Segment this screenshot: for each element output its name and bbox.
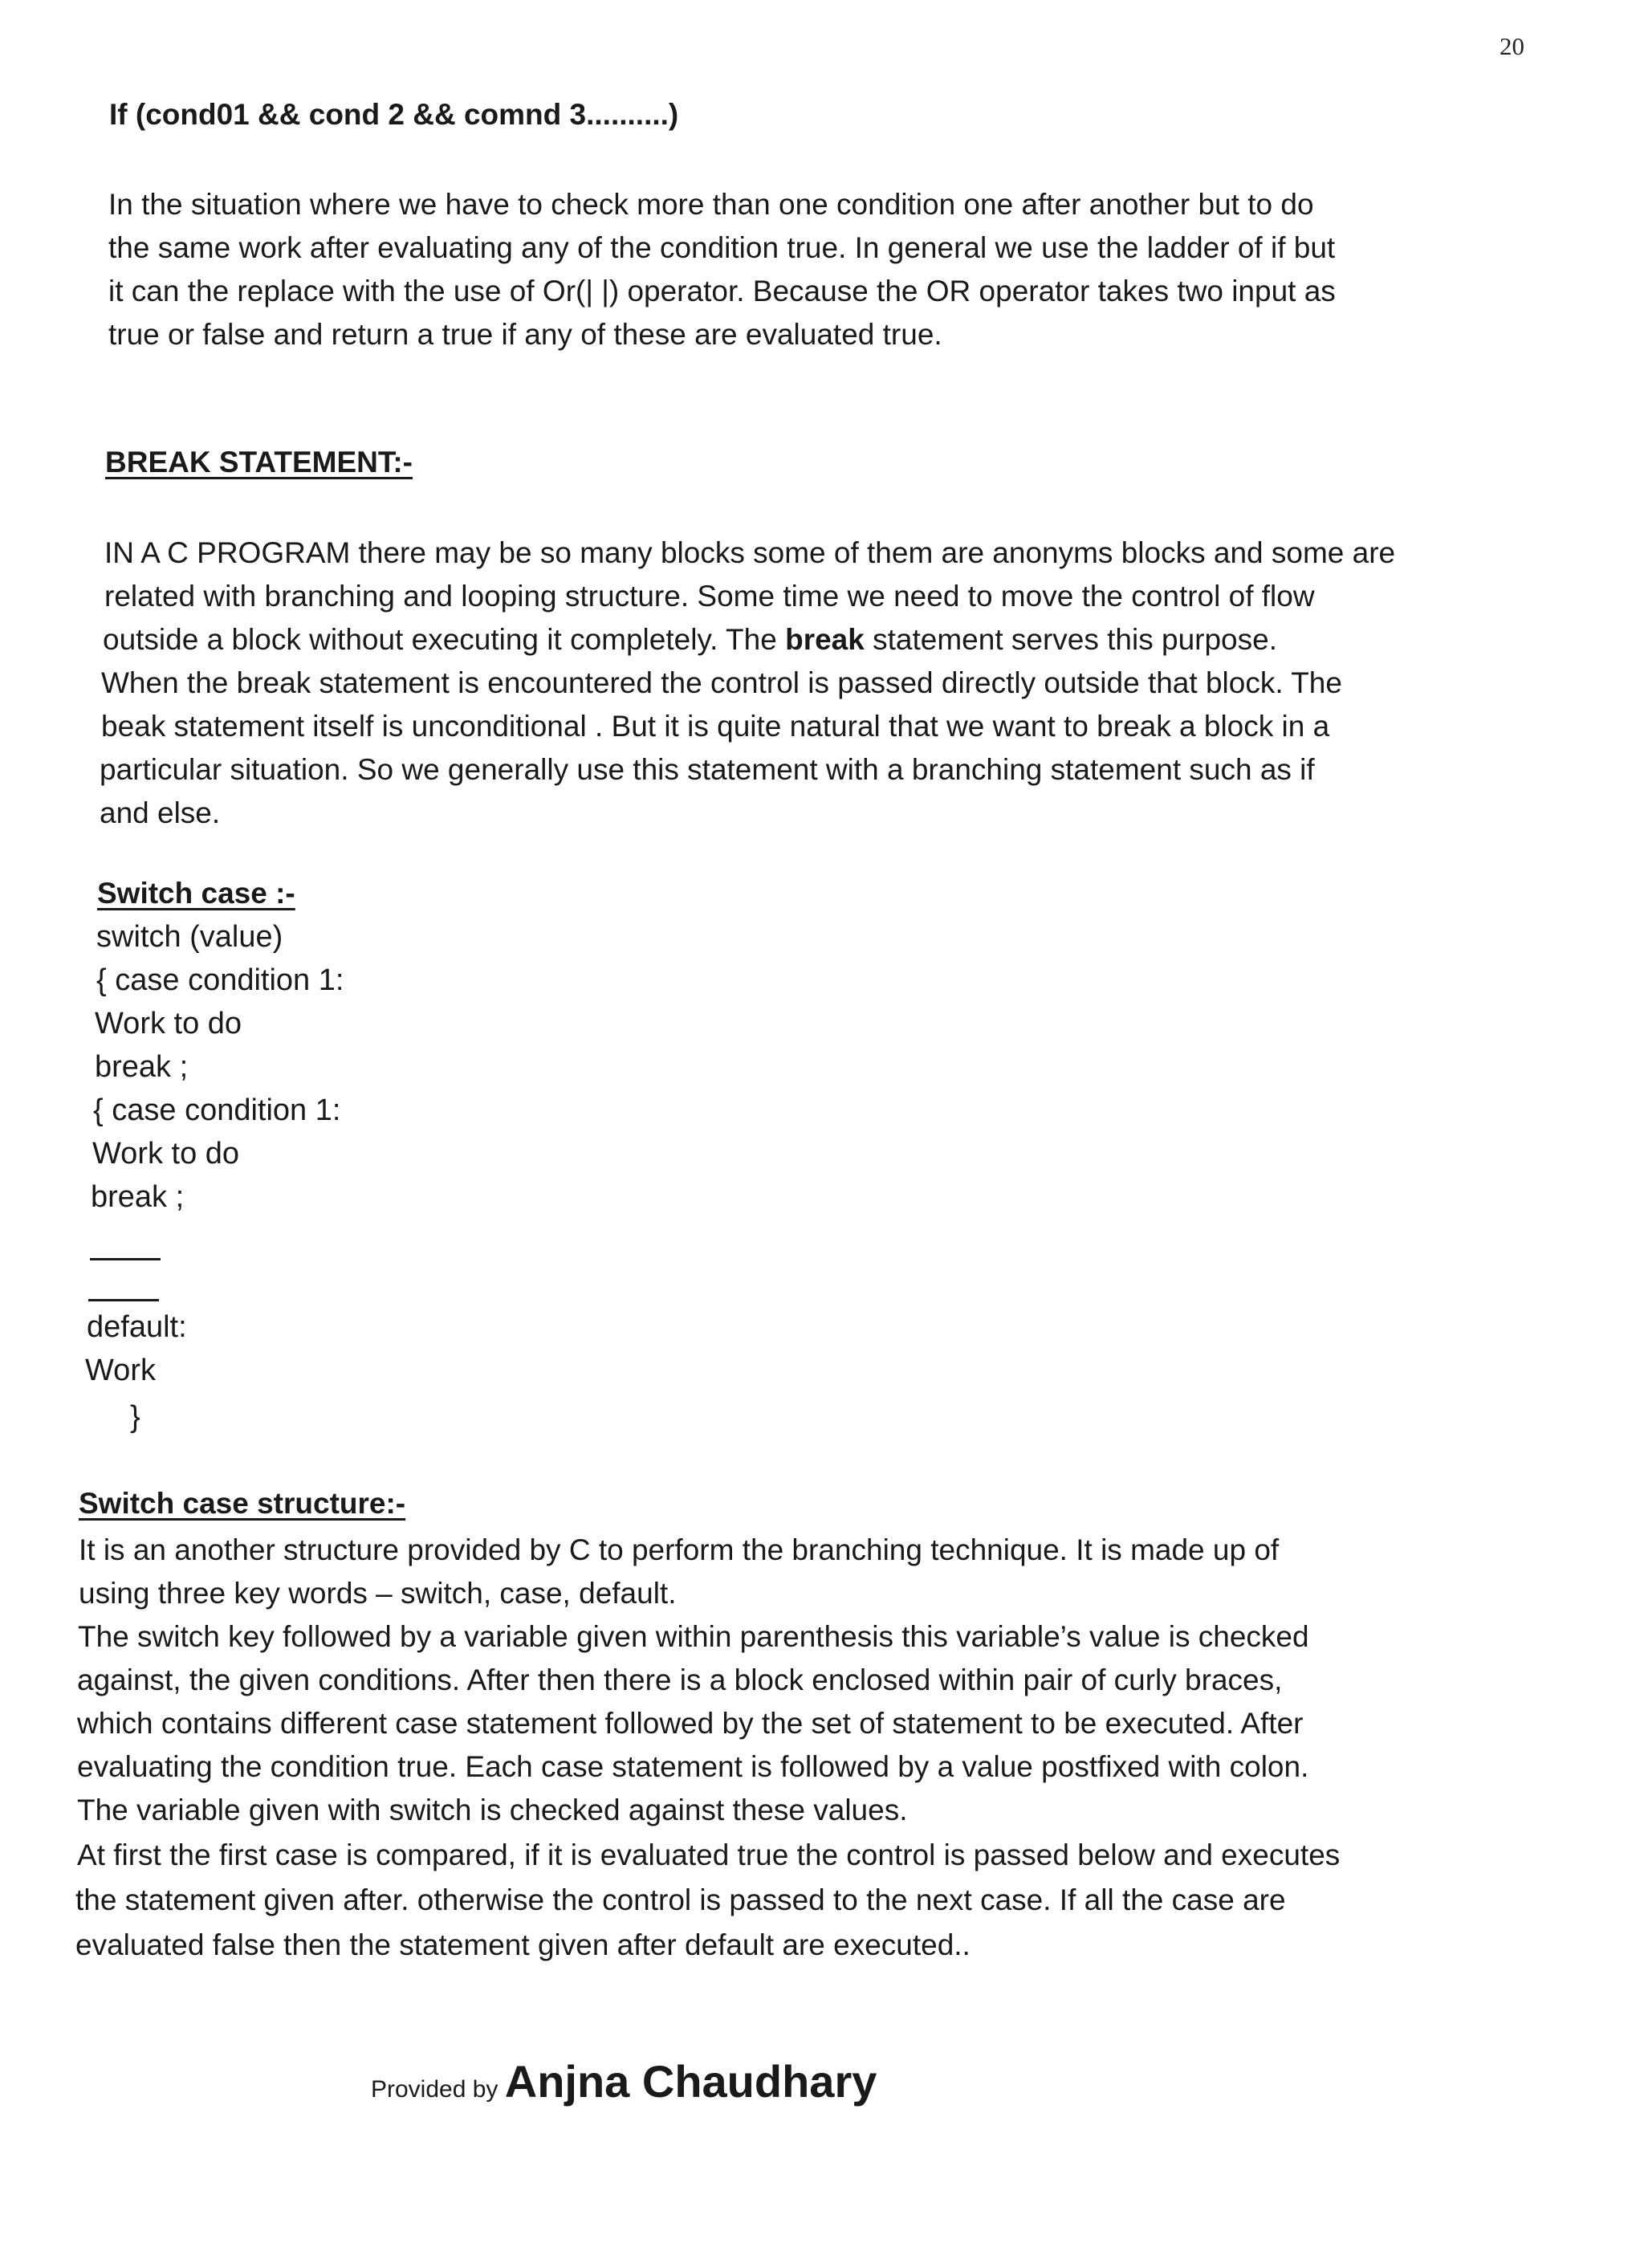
break-line: IN A C PROGRAM there may be so many blocks some of them are anonyms blocks and some are	[104, 536, 1396, 569]
code-line: break ;	[95, 1050, 189, 1084]
switch-structure-title: Switch case structure:-	[79, 1487, 406, 1520]
code-line: }	[130, 1400, 140, 1434]
code-line: break ;	[91, 1180, 185, 1214]
intro-line: it can the replace with the use of Or(| |) operator. Because the OR operator takes two input as	[108, 275, 1336, 307]
switch-case-title: Switch case :-	[97, 877, 295, 910]
structure-line: which contains different case statement followed by the set of statement to be executed. After	[77, 1707, 1304, 1740]
code-line: Work to do	[95, 1007, 242, 1040]
break-line	[103, 618, 1277, 662]
break-statement-title: BREAK STATEMENT:-	[105, 446, 413, 478]
code-line: switch (value)	[96, 920, 283, 954]
footer-credit	[371, 2055, 877, 2107]
break-keyword: break	[785, 623, 865, 656]
code-line: default:	[87, 1310, 187, 1344]
break-line: and else.	[100, 796, 221, 829]
structure-line: The variable given with switch is checked against these values.	[77, 1794, 908, 1826]
code-line: Work	[85, 1354, 156, 1387]
structure-line: evaluated false then the statement given after default are executed..	[75, 1928, 971, 1961]
intro-line: true or false and return a true if any of these are evaluated true.	[108, 318, 942, 351]
structure-line: using three key words – switch, case, default.	[79, 1577, 677, 1610]
code-line: { case condition 1:	[96, 963, 344, 997]
break-line: beak statement itself is unconditional . But it is quite natural that we want to break a block in a	[101, 710, 1330, 743]
condition-heading: If (cond01 && cond 2 && comnd 3..........)	[109, 98, 679, 131]
author-name: Anjna Chaudhary	[504, 2056, 877, 2107]
break-line: When the break statement is encountered the control is passed directly outside that block. The	[101, 666, 1342, 699]
break-line-start: outside a block without executing it completely. The	[103, 623, 786, 656]
code-line: { case condition 1:	[93, 1093, 341, 1127]
structure-line: against, the given conditions. After then there is a block enclosed within pair of curly braces,	[77, 1663, 1283, 1696]
footer-prefix: Provided by	[371, 2076, 505, 2103]
break-line: related with branching and looping structure. Some time we need to move the control of flow	[104, 580, 1315, 613]
code-line: Work to do	[92, 1137, 240, 1171]
blank-placeholder-line	[90, 1258, 161, 1260]
break-line-end: statement serves this purpose.	[864, 623, 1277, 656]
intro-line: In the situation where we have to check more than one condition one after another but to do	[108, 188, 1314, 221]
blank-placeholder-line	[88, 1299, 159, 1301]
structure-line: evaluating the condition true. Each case statement is followed by a value postfixed with colon.	[77, 1750, 1309, 1783]
structure-line: the statement given after. otherwise the control is passed to the next case. If all the case are	[75, 1883, 1286, 1916]
intro-line: the same work after evaluating any of the condition true. In general we use the ladder of if but	[108, 231, 1336, 264]
page-number: 20	[1500, 32, 1524, 60]
break-line: particular situation. So we generally use this statement with a branching statement such as if	[100, 753, 1315, 786]
structure-line: At first the first case is compared, if it is evaluated true the control is passed below and executes	[77, 1838, 1341, 1871]
structure-line: The switch key followed by a variable given within parenthesis this variable’s value is checked	[78, 1620, 1309, 1653]
structure-line: It is an another structure provided by C to perform the branching technique. It is made up of	[79, 1533, 1280, 1566]
